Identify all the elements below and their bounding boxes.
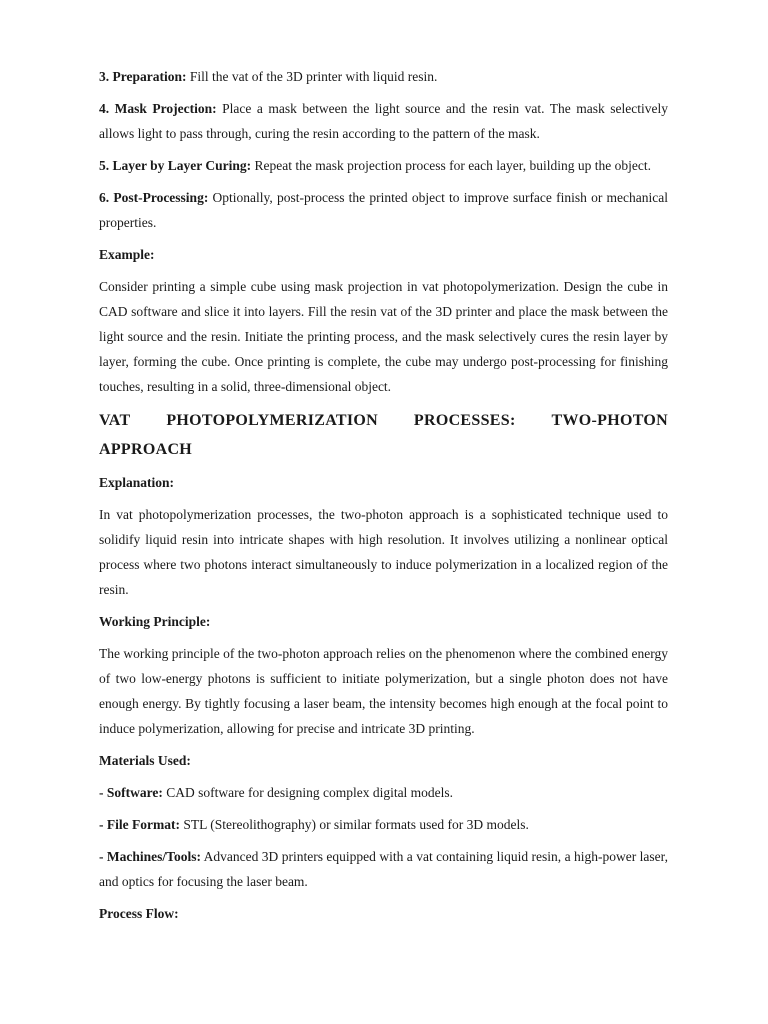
- section-title-line-2: [99, 435, 668, 464]
- step-label: 6. Post-Processing:: [99, 190, 209, 205]
- explanation-paragraph: In vat photopolymerization processes, the two-photon approach is a sophisticated technique used to solidify liquid resin into intricate shapes with high resolution. It involves utilizing a nonlinear optical process where two photons interact simultaneously to induce polymerization in a localized region of the resin.: [99, 507, 668, 597]
- section-title-word: VAT: [99, 412, 131, 429]
- section-title-word: PROCESSES:: [413, 412, 516, 429]
- step-label: 4. Mask Projection:: [99, 101, 217, 116]
- process-flow-heading: Process Flow:: [99, 906, 179, 921]
- step-label: 5. Layer by Layer Curing:: [99, 158, 252, 173]
- step-text: Fill the vat of the 3D printer with liquid resin.: [186, 69, 438, 84]
- working-principle-paragraph: The working principle of the two-photon approach relies on the phenomenon where the combined energy of two low-energy photons is sufficient to initiate polymerization, but a single photon does not have enough energy. By tightly focusing a laser beam, the intensity becomes high enough at the focal point to induce polymerization, allowing for precise and intricate 3D printing.: [99, 646, 668, 736]
- step-text: Optionally, post-process the printed object to improve surface finish or mechanical properties.: [99, 190, 668, 230]
- step-preparation: [99, 64, 668, 89]
- material-text: CAD software for designing complex digital models.: [162, 785, 454, 800]
- materials-heading: Materials Used:: [99, 753, 191, 768]
- step-post-processing: [99, 185, 668, 235]
- step-text: Repeat the mask projection process for each layer, building up the object.: [251, 158, 651, 173]
- material-label: - File Format:: [99, 817, 180, 832]
- step-mask-projection: [99, 96, 668, 146]
- section-title-line-1: [99, 406, 668, 435]
- material-label: - Software:: [99, 785, 163, 800]
- step-text: Place a mask between the light source and the resin vat. The mask selectively allows light to pass through, curing the resin according to the pattern of the mask.: [99, 101, 668, 141]
- step-layer-curing: [99, 153, 668, 178]
- example-paragraph: Consider printing a simple cube using mask projection in vat photopolymerization. Design the cube in CAD software and slice it into layers. Fill the resin vat of the 3D printer and place the mask between the light source and the resin. Initiate the printing process, and the mask selectively cures the resin layer by layer, forming the cube. Once printing is complete, the cube may undergo post-processing for finishing touches, resulting in a solid, three-dimensional object.: [99, 279, 668, 394]
- section-title-word: TWO-PHOTON: [551, 412, 668, 429]
- material-file-format: [99, 812, 668, 837]
- section-title-word: PHOTOPOLYMERIZATION: [166, 412, 378, 429]
- material-machines-tools: [99, 844, 668, 894]
- working-principle-heading: Working Principle:: [99, 614, 211, 629]
- section-title: [99, 406, 668, 464]
- step-label: 3. Preparation:: [99, 69, 187, 84]
- document-page: [99, 64, 668, 933]
- explanation-heading: Explanation:: [99, 475, 175, 490]
- section-title-word: APPROACH: [99, 441, 193, 458]
- material-text: STL (Stereolithography) or similar formats used for 3D models.: [179, 817, 529, 832]
- material-software: [99, 780, 668, 805]
- material-label: - Machines/Tools:: [99, 849, 201, 864]
- material-text: Advanced 3D printers equipped with a vat containing liquid resin, a high-power laser, and optics for focusing the laser beam.: [99, 849, 668, 889]
- example-heading: Example:: [99, 247, 155, 262]
